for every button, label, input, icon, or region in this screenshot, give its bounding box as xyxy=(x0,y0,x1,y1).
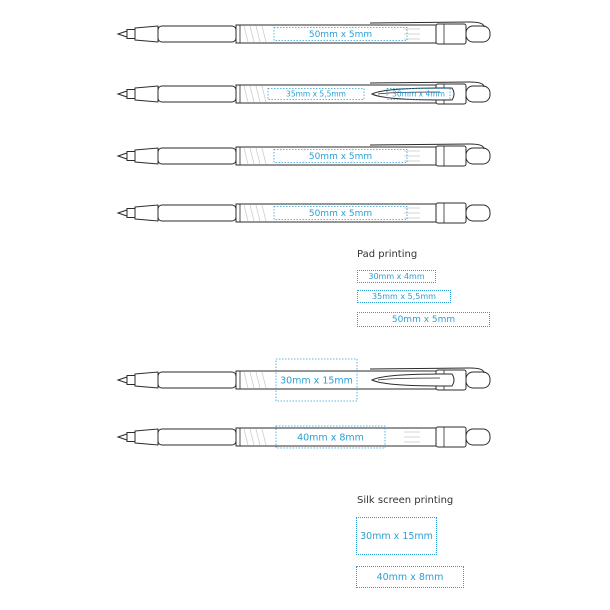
pen-tip xyxy=(118,210,127,216)
pen-cap xyxy=(436,203,466,223)
pen-tip xyxy=(118,31,127,37)
pen-5 xyxy=(118,359,490,401)
pen-grip xyxy=(158,86,236,102)
pen-end-button xyxy=(466,372,490,388)
pen-grip-cone xyxy=(135,372,158,388)
pen-6 xyxy=(118,426,490,448)
pen-grip-cone xyxy=(135,26,158,42)
print-area-label: 30mm x 15mm xyxy=(280,375,353,387)
pen-grip-cone xyxy=(135,205,158,221)
pad-box-50x5: 50mm x 5mm xyxy=(357,312,490,327)
pens-group xyxy=(118,22,490,448)
pen-nozzle xyxy=(127,433,135,442)
silk-box-30x15: 30mm x 15mm xyxy=(356,517,437,555)
pen-grip-cone xyxy=(135,86,158,102)
pen-tip xyxy=(118,434,127,440)
silk-box-40x8: 40mm x 8mm xyxy=(356,566,464,588)
pen-tip xyxy=(118,91,127,97)
pad-box-30x4: 30mm x 4mm xyxy=(357,270,436,283)
pen-cap xyxy=(436,427,466,447)
print-area-label: 50mm x 5mm xyxy=(308,209,373,220)
print-area-label: 50mm x 5mm xyxy=(308,30,373,41)
pen-end-button xyxy=(466,148,490,164)
pen-4 xyxy=(118,203,490,223)
pen-end-button xyxy=(466,86,490,102)
pen-nozzle xyxy=(127,376,135,385)
pen-grip xyxy=(158,372,236,388)
pen-1 xyxy=(118,22,490,44)
pen-nozzle xyxy=(127,90,135,99)
pen-grip xyxy=(158,148,236,164)
pen-cap xyxy=(436,24,466,44)
pen-grip xyxy=(158,26,236,42)
pen-end-button xyxy=(466,205,490,221)
pen-nozzle xyxy=(127,152,135,161)
silk-screen-title: Silk screen printing xyxy=(357,495,454,506)
pen-end-button xyxy=(466,26,490,42)
print-area-label: 40mm x 8mm xyxy=(297,432,364,444)
pen-tip xyxy=(118,377,127,383)
pen-grip xyxy=(158,429,236,445)
pen-nozzle xyxy=(127,209,135,218)
pad-box-35x5-5: 35mm x 5,5mm xyxy=(357,290,451,303)
pen-nozzle xyxy=(127,30,135,39)
print-area-label: 30mm x 4mm xyxy=(392,89,445,99)
pen-cap xyxy=(436,146,466,166)
print-area-label: 35mm x 5,5mm xyxy=(286,89,346,99)
pad-printing-title: Pad printing xyxy=(357,249,418,260)
pen-end-button xyxy=(466,429,490,445)
pen-3 xyxy=(118,144,490,166)
pen-2 xyxy=(118,82,490,104)
pen-grip-cone xyxy=(135,148,158,164)
pen-grip xyxy=(158,205,236,221)
pen-grip-cone xyxy=(135,429,158,445)
pen-tip xyxy=(118,153,127,159)
print-area-label: 50mm x 5mm xyxy=(308,152,373,163)
